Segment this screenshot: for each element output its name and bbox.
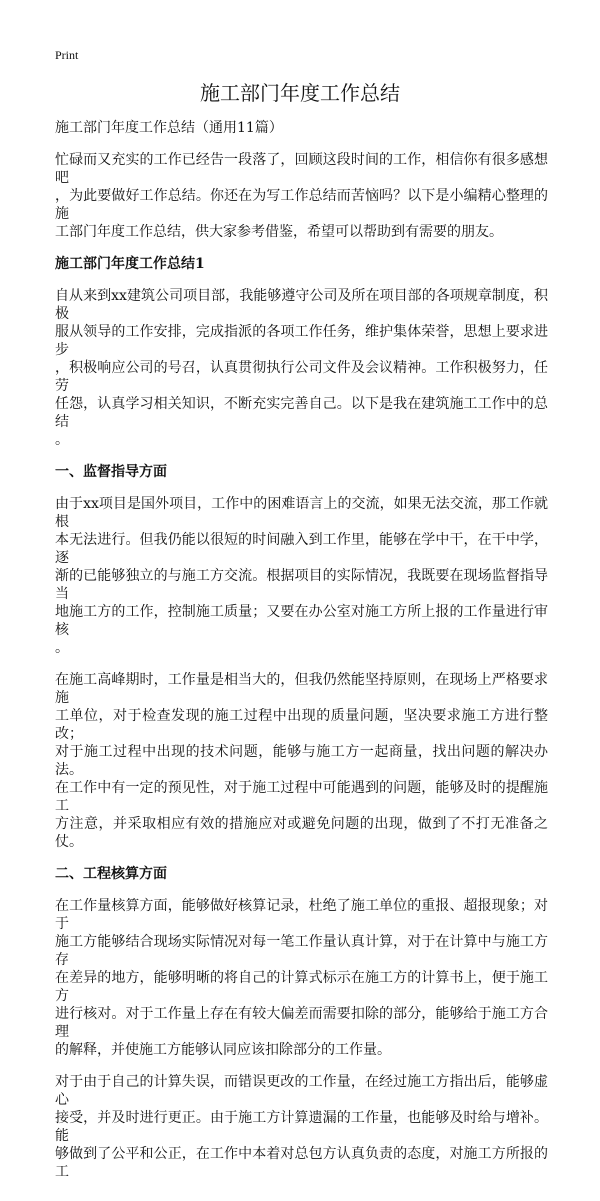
text-line: 任怨，认真学习相关知识，不断充实完善自己。以下是我在建筑施工工作中的总结 bbox=[55, 396, 548, 430]
text-line: 在施工高峰期时，工作量是相当大的，但我仍然能坚持原则，在现场上严格要求施 bbox=[55, 672, 548, 706]
section-heading: 施工部门年度工作总结1 bbox=[55, 256, 205, 272]
text-line: 。 bbox=[55, 432, 69, 448]
text-line: 的解释，并使施工方能够认同应该扣除部分的工作量。 bbox=[55, 1042, 391, 1058]
intro-paragraph bbox=[55, 151, 548, 241]
text-line: 由于xx项目是国外项目，工作中的困难语言上的交流，如果无法交流，那工作就根 bbox=[55, 496, 548, 530]
text-line: 工部门年度工作总结，供大家参考借鉴，希望可以帮助到有需要的朋友。 bbox=[55, 224, 503, 240]
text-line: 地施工方的工作，控制施工质量；又要在办公室对施工方所上报的工作量进行审核 bbox=[55, 604, 548, 638]
text-line: ，积极响应公司的号召，认真贯彻执行公司文件及会议精神。工作积极努力，任劳 bbox=[55, 360, 548, 394]
text-line: 对于由于自己的计算失误，而错误更改的工作量，在经过施工方指出后，能够虚心 bbox=[55, 1074, 548, 1108]
text-line: 工单位，对于检查发现的施工过程中出现的质量问题，坚决要求施工方进行整改； bbox=[55, 708, 548, 742]
accounting-paragraph-1 bbox=[55, 897, 548, 1059]
text-line: 接受，并及时进行更正。由于施工方计算遗漏的工作量，也能够及时给与增补。能 bbox=[55, 1110, 548, 1144]
accounting-paragraph-2 bbox=[55, 1073, 548, 1181]
text-line: 自从来到xx建筑公司项目部，我能够遵守公司及所在项目部的各项规章制度，积极 bbox=[55, 288, 548, 322]
supervision-paragraph-1 bbox=[55, 495, 548, 657]
text-line: 够做到了公平和公正，在工作中本着对总包方认真负责的态度，对施工方所报的工 bbox=[55, 1146, 548, 1180]
supervision-paragraph-2 bbox=[55, 671, 548, 851]
text-line: 在工作量核算方面，能够做好核算记录，杜绝了施工单位的重报、超报现象；对于 bbox=[55, 898, 548, 932]
text-line: 渐的已能够独立的与施工方交流。根据项目的实际情况，我既要在现场监督指导当 bbox=[55, 568, 548, 602]
text-line: 本无法进行。但我仍能以很短的时间融入到工作里，能够在学中干，在干中学，逐 bbox=[55, 532, 548, 566]
text-line: 忙碌而又充实的工作已经告一段落了，回顾这段时间的工作，相信你有很多感想吧 bbox=[55, 152, 548, 186]
text-line: 在差异的地方，能够明晰的将自己的计算式标示在施工方的计算书上，便于施工方 bbox=[55, 970, 548, 1004]
text-line: 方注意，并采取相应有效的措施应对或避免问题的出现，做到了不打无准备之仗。 bbox=[55, 816, 548, 850]
text-line: 对于施工过程中出现的技术问题，能够与施工方一起商量，找出问题的解决办法。 bbox=[55, 744, 548, 778]
subheading-accounting: 二、工程核算方面 bbox=[55, 866, 167, 882]
text-line: 进行核对。对于工作量上存在有较大偏差而需要扣除的部分，能够给于施工方合理 bbox=[55, 1006, 548, 1040]
text-line: 服从领导的工作安排，完成指派的各项工作任务，维护集体荣誉，思想上要求进步 bbox=[55, 324, 548, 358]
text-line: 施工方能够结合现场实际情况对每一笔工作量认真计算，对于在计算中与施工方存 bbox=[55, 934, 548, 968]
text-line: ，为此要做好工作总结。你还在为写工作总结而苦恼吗？以下是小编精心整理的施 bbox=[55, 188, 548, 222]
text-line: 在工作中有一定的预见性，对于施工过程中可能遇到的问题，能够及时的提醒施工 bbox=[55, 780, 548, 814]
subheading-supervision: 一、监督指导方面 bbox=[55, 464, 167, 480]
print-link[interactable]: Print bbox=[55, 48, 79, 62]
section1-paragraph bbox=[55, 287, 548, 449]
document-subtitle: 施工部门年度工作总结（通用11篇） bbox=[55, 120, 283, 136]
text-line: 。 bbox=[55, 640, 69, 656]
document-title: 施工部门年度工作总结 bbox=[200, 81, 400, 105]
